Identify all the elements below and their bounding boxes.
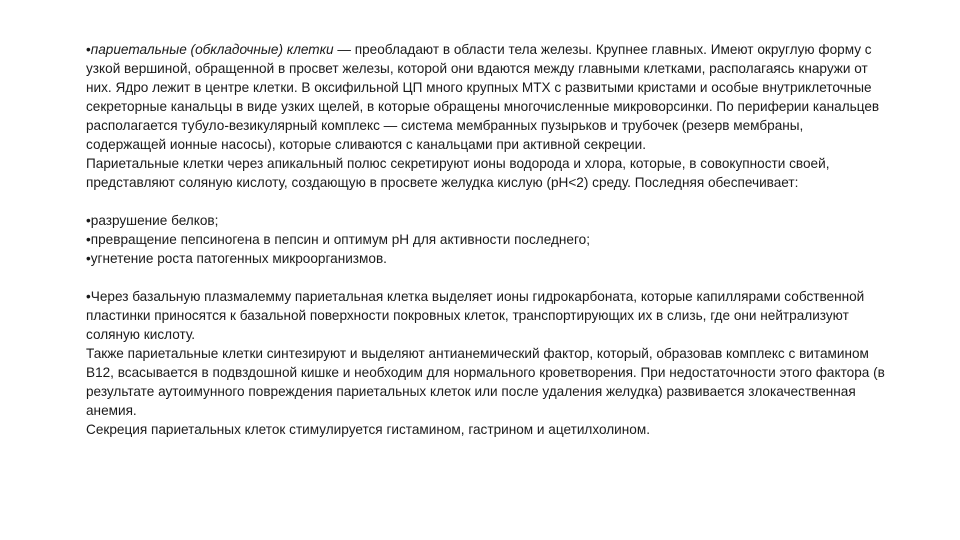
parietal-cells-term: париетальные (обкладочные) клетки xyxy=(90,42,334,57)
parietal-cells-description: — преобладают в области тела железы. Крупнее главных. Имеют округлую форму с узкой вершиной, обращенной в просвет железы, которой они вдаются между главными клетками, располагаясь кнаружи от них. Ядро лежит в центре клетки. В оксифильной ЦП много крупных МТХ с развитыми кристами и особые внутриклеточные секреторные канальцы в виде узких щелей, в которые обращены многочисленные микроворсинки. По периферии канальцев располагается тубуло-везикулярный комплекс — система мембранных пузырьков и трубочек (резерв мембраны, содержащей ионные насосы), которые сливаются с канальцами при активной секреции. xyxy=(86,42,880,152)
stimulation-paragraph: Секреция париетальных клеток стимулируется гистамином, гастрином и ацетилхолином. xyxy=(86,422,650,437)
spacer xyxy=(86,192,886,211)
bicarbonate-paragraph: •Через базальную плазмалемму париетальная клетка выделяет ионы гидрокарбоната, которые капиллярами собственной пластинки приносятся к базальной поверхности покровных клеток, транспортирующих их в слизь, где они нейтрализуют соляную кислоту. xyxy=(86,289,865,342)
list-item: •разрушение белков; xyxy=(86,213,219,228)
list-item: •превращение пепсиногена в пепсин и оптимум рН для активности последнего; xyxy=(86,232,590,247)
acid-secretion-paragraph: Париетальные клетки через апикальный полюс секретируют ионы водорода и хлора, которые, в совокупности своей, представляют соляную кислоту, создающую в просвете желудка кислую (рН<2) среду. Последняя обеспечивает: xyxy=(86,156,830,190)
spacer xyxy=(86,268,886,287)
parietal-cells-paragraph xyxy=(86,40,886,154)
list-item: •угнетение роста патогенных микроорганизмов. xyxy=(86,251,387,266)
antianemic-factor-paragraph: Также париетальные клетки синтезируют и выделяют антианемический фактор, который, образовав комплекс с витамином В12, всасывается в подвздошной кишке и необходим для нормального кроветворения. При недостаточности этого фактора (в результате аутоимунного повреждения париетальных клеток или после удаления желудка) развивается злокачественная анемия. xyxy=(86,346,885,418)
bullet: • xyxy=(86,42,91,57)
text-block xyxy=(86,40,886,439)
